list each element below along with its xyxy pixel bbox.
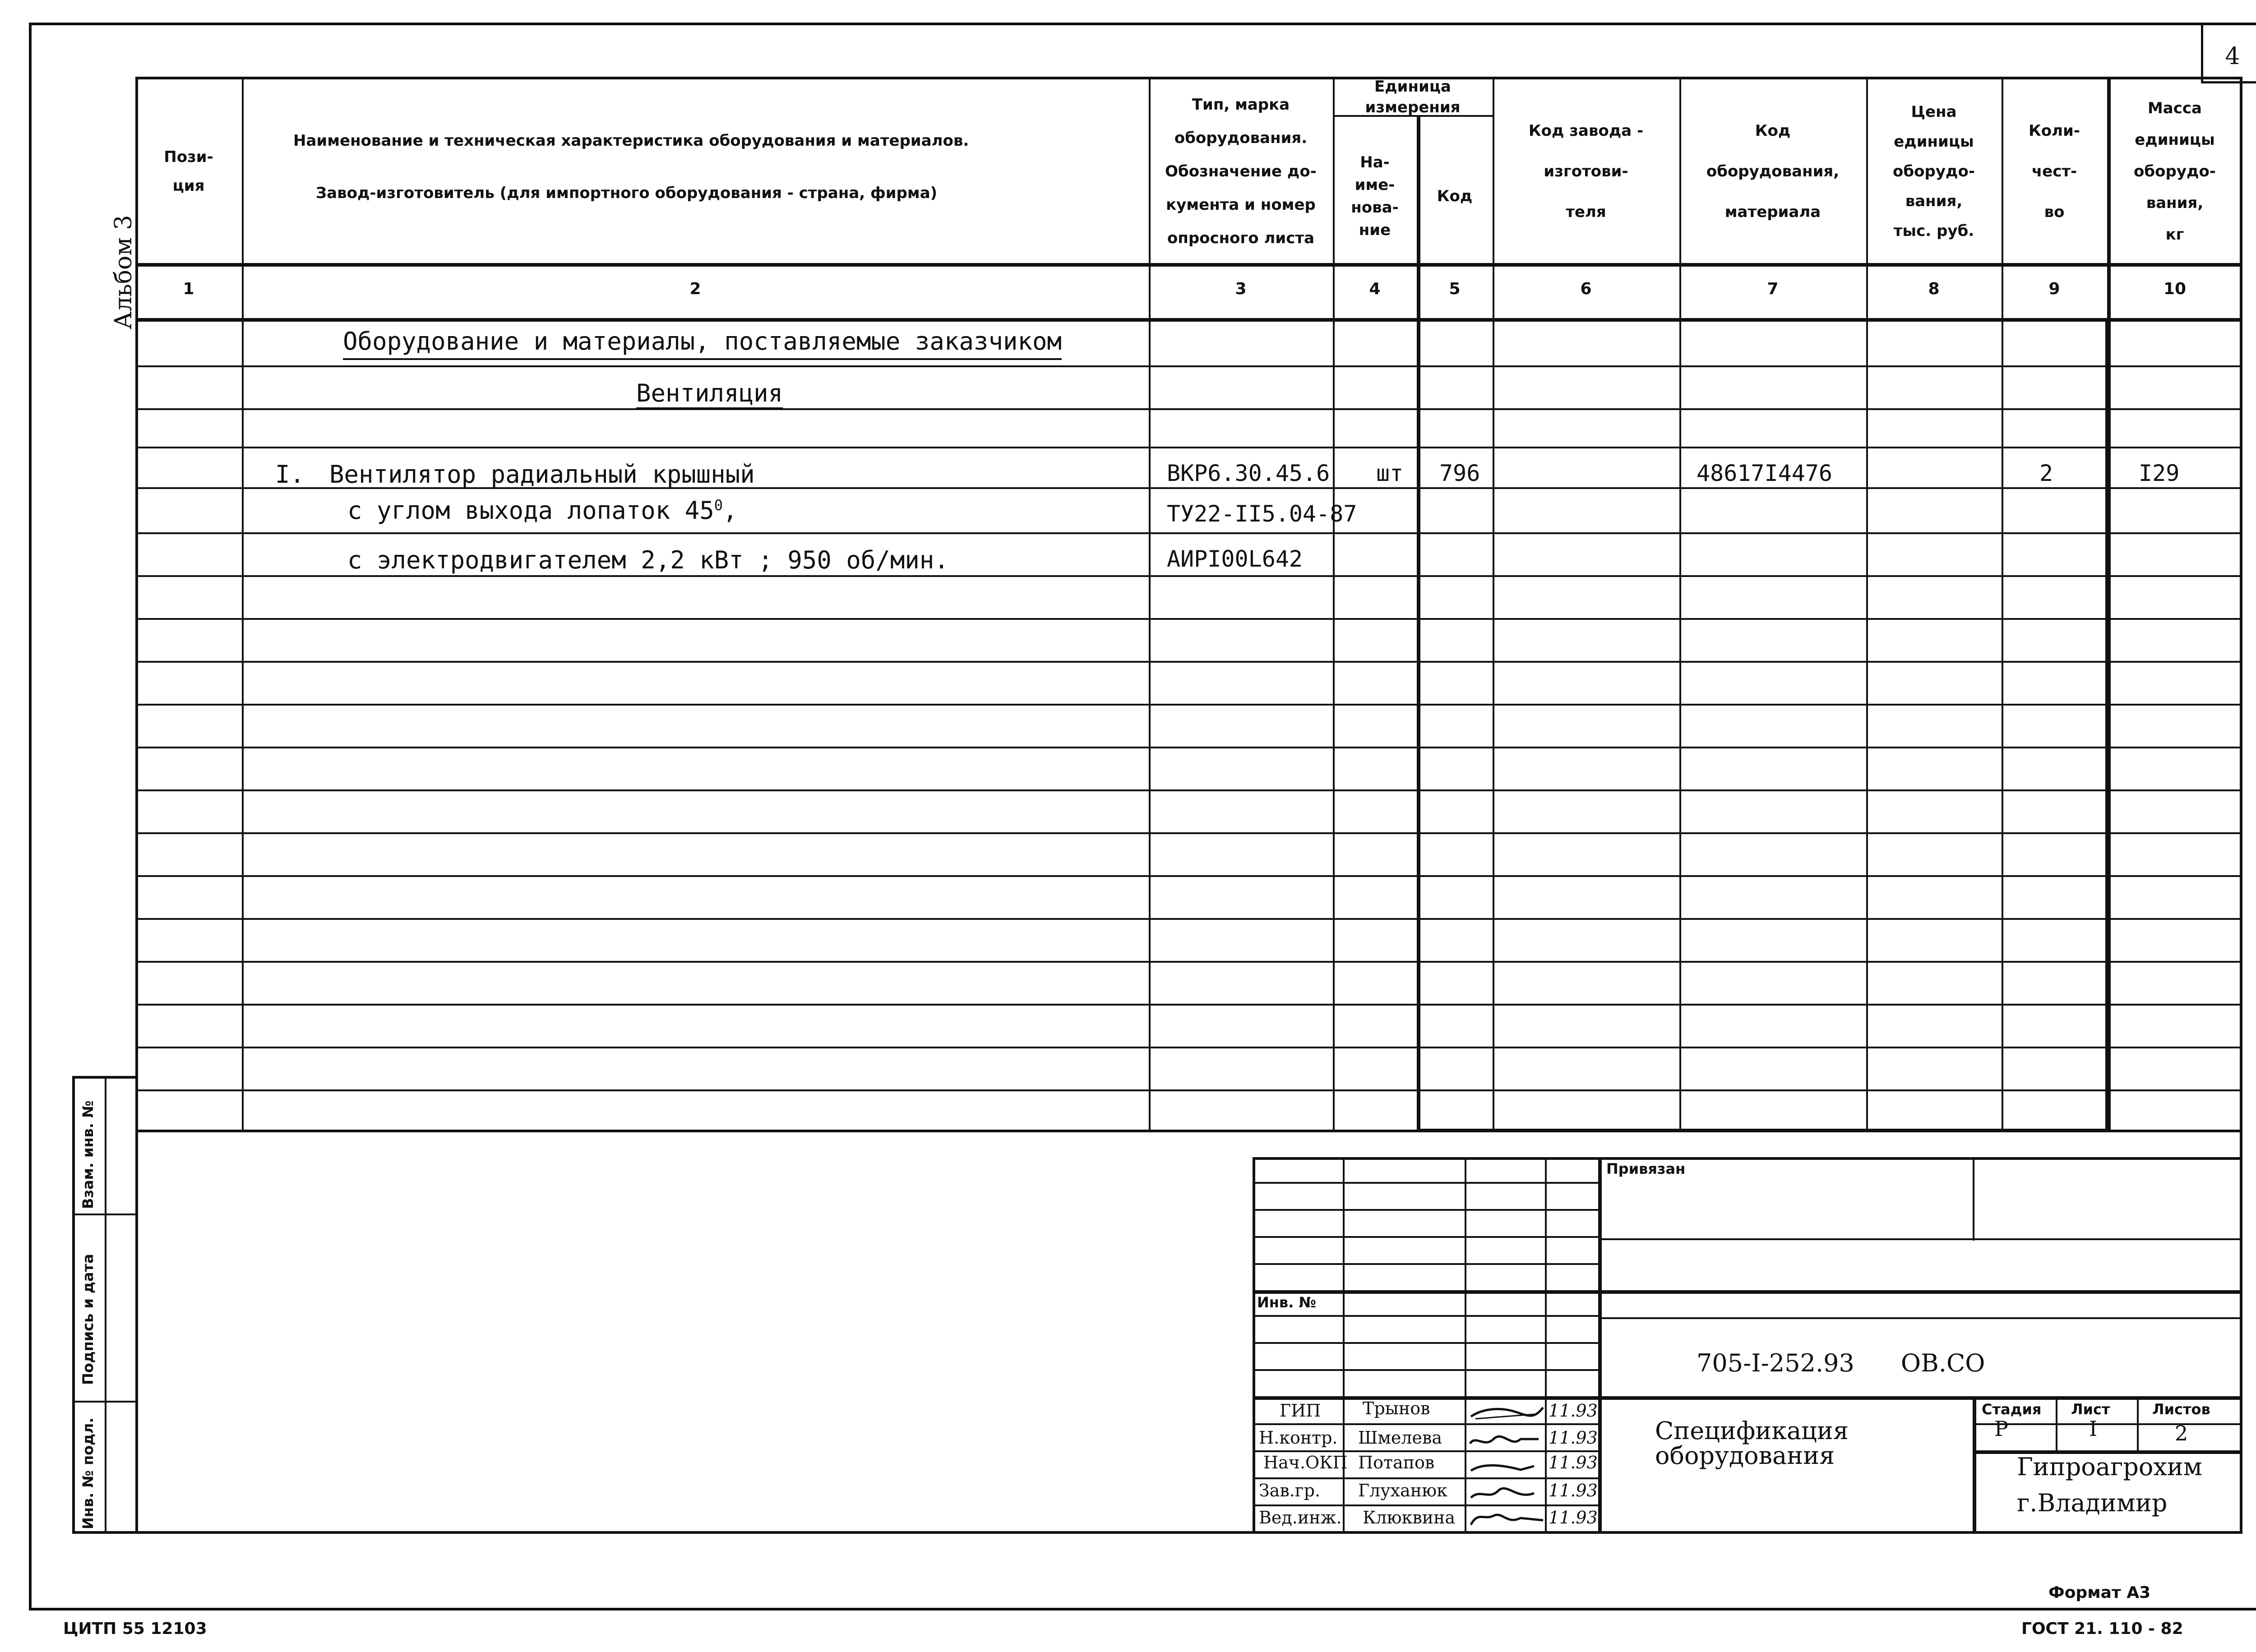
sig-date: 11.93 <box>1549 1508 1598 1527</box>
col-number-5: 5 <box>1449 280 1461 298</box>
col-number-6: 6 <box>1580 280 1592 298</box>
col-number-4: 4 <box>1369 280 1381 298</box>
header-unit-name: На- име- нова- ние <box>1351 153 1399 239</box>
col-number-7: 7 <box>1767 280 1779 298</box>
doc-title-line2: оборудования <box>1655 1441 1835 1470</box>
col-number-8: 8 <box>1928 280 1940 298</box>
label-sheets: Листов <box>2152 1401 2210 1418</box>
sig-name: Глуханюк <box>1358 1481 1447 1500</box>
header-quantity: Коли- чест- во <box>2029 122 2080 221</box>
label-podpis-data: Подпись и дата <box>79 1254 97 1385</box>
col-number-10: 10 <box>2163 280 2187 298</box>
header-unit-code: Код <box>1437 187 1473 205</box>
album-label: Альбом 3 <box>110 215 137 329</box>
sig-role: ГИП <box>1280 1401 1321 1421</box>
col-number-2: 2 <box>689 280 701 298</box>
sig-name: Клюквина <box>1363 1508 1456 1527</box>
signature-scribbles <box>1466 1398 1548 1534</box>
sig-date: 11.93 <box>1549 1481 1598 1500</box>
item-name-line3: с электродвигателем 2,2 кВт ; 950 об/мин. <box>347 546 949 574</box>
item-mass: I29 <box>2139 460 2180 486</box>
doc-code: 705-I-252.93 ОВ.СО <box>1697 1349 1985 1377</box>
label-sheet: Лист <box>2071 1401 2110 1418</box>
sig-name: Потапов <box>1358 1453 1435 1472</box>
item-name-line1: Вентилятор радиальный крышный <box>329 460 755 489</box>
org-line2: г.Владимир <box>2017 1489 2168 1517</box>
subsection-title: Вентиляция <box>636 379 783 409</box>
sig-role: Зав.гр. <box>1259 1481 1321 1500</box>
item-unit-name: шт <box>1376 460 1404 486</box>
header-equipment-code: Код оборудования, материала <box>1706 122 1840 221</box>
label-privyazan: Привязан <box>1606 1160 1686 1177</box>
org-line1: Гипроагрохим <box>2017 1453 2202 1481</box>
header-name-line1: Наименование и техническая характеристика оборудования и материалов. <box>293 132 969 150</box>
sig-date: 11.93 <box>1549 1453 1598 1472</box>
header-unit: Единица измерения <box>1365 78 1461 116</box>
sig-date: 11.93 <box>1549 1401 1598 1421</box>
item-name-line2: с углом выхода лопаток $45^0$, <box>347 496 738 525</box>
label-stage: Стадия <box>1982 1401 2042 1418</box>
header-name-line2: Завод-изготовитель (для импортного оборудования - страна, фирма) <box>316 184 938 202</box>
sheets-value: 2 <box>2175 1421 2188 1445</box>
item-position: I. <box>275 460 305 489</box>
header-price: Цена единицы оборудо- вания, тыс. руб. <box>1893 103 1975 240</box>
label-vzam-inv: Взам. инв. № <box>79 1100 97 1209</box>
sig-role: Нач.ОКП <box>1263 1453 1348 1472</box>
footer-left-code: ЦИТП 55 12103 <box>63 1620 207 1638</box>
label-inv-no: Инв. № <box>1257 1294 1316 1311</box>
sig-date: 11.93 <box>1549 1428 1598 1448</box>
item-equipment-code: 48617I4476 <box>1697 460 1833 486</box>
item-quantity: 2 <box>2039 460 2053 486</box>
sig-role: Н.контр. <box>1259 1428 1338 1448</box>
item-unit-code: 796 <box>1439 460 1480 486</box>
doc-title-line1: Спецификация <box>1655 1417 1849 1445</box>
item-type-line3: АИРI00L642 <box>1167 546 1303 572</box>
header-type: Тип, марка оборудования. Обозначение до- кумента и номер опросного листа <box>1165 96 1317 247</box>
footer-gost: ГОСТ 21. 110 - 82 <box>2021 1620 2183 1638</box>
item-type-line2: ТУ22-II5.04-87 <box>1167 501 1357 527</box>
header-factory-code: Код завода - изготови- теля <box>1528 122 1644 221</box>
sig-role: Вед.инж. <box>1259 1508 1342 1527</box>
label-inv-podl: Инв. № подл. <box>79 1417 97 1529</box>
page-number: 4 <box>2225 43 2240 70</box>
footer-format: Формат А3 <box>2048 1583 2151 1602</box>
col-number-1: 1 <box>183 280 194 298</box>
sig-name: Трынов <box>1363 1398 1430 1418</box>
col-number-3: 3 <box>1235 280 1247 298</box>
sig-name: Шмелева <box>1358 1428 1442 1448</box>
col-number-9: 9 <box>2048 280 2060 298</box>
item-type-line1: ВКР6.30.45.6 <box>1167 460 1330 486</box>
stage-value: Р <box>1994 1417 2008 1441</box>
header-mass: Масса единицы оборудо- вания, кг <box>2134 99 2216 244</box>
header-position: Пози- ция <box>164 148 213 195</box>
sheet-value: I <box>2089 1417 2098 1441</box>
section-title: Оборудование и материалы, поставляемые заказчиком <box>343 327 1062 360</box>
